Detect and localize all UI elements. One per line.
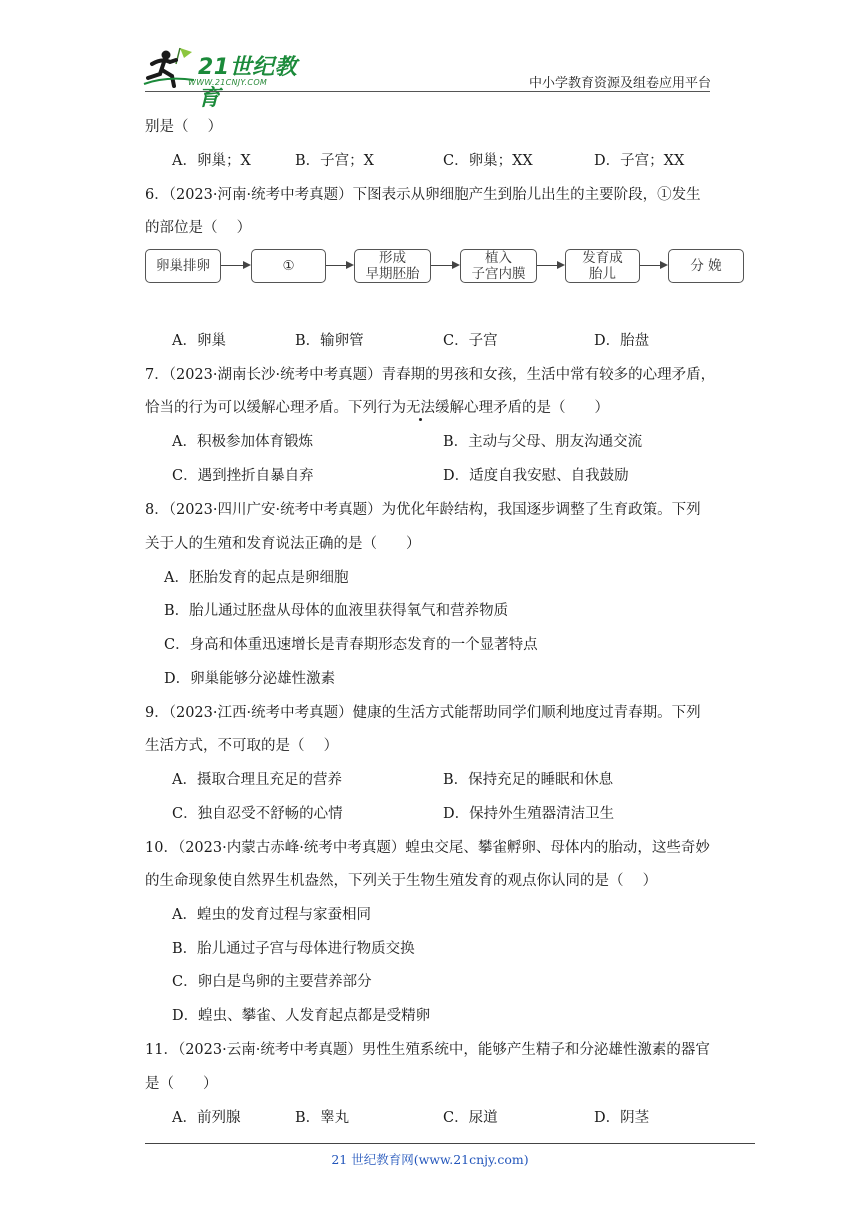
q5-option-b[interactable]: B．子宫；X bbox=[295, 153, 374, 169]
q11-stem-line2: 是（ ） bbox=[145, 1076, 218, 1092]
flow-box-implantation: 植入 子宫内膜 bbox=[460, 249, 537, 283]
flow-arrow-5 bbox=[640, 265, 666, 266]
q7-stem-line1: 7．（2023·湖南长沙·统考中考真题）青春期的男孩和女孩，生活中常有较多的心理矛盾， bbox=[145, 367, 716, 383]
flow-arrow-1 bbox=[221, 265, 249, 266]
q9-option-b[interactable]: B．保持充足的睡眠和休息 bbox=[443, 772, 614, 788]
q11-option-b[interactable]: B．睾丸 bbox=[295, 1110, 350, 1126]
q11-option-c[interactable]: C．尿道 bbox=[443, 1110, 498, 1126]
q6-option-b[interactable]: B．输卵管 bbox=[295, 333, 364, 349]
q5-option-c[interactable]: C．卵巢；XX bbox=[443, 153, 533, 169]
flow-box-early-embryo: 形成 早期胚胎 bbox=[354, 249, 431, 283]
q11-option-d[interactable]: D．阴茎 bbox=[594, 1110, 650, 1126]
q8-stem-line1: 8．（2023·四川广安·统考中考真题）为优化年龄结构，我国逐步调整了生育政策。下列 bbox=[145, 502, 701, 518]
q6-stem-line1: 6．（2023·河南·统考中考真题）下图表示从卵细胞产生到胎儿出生的主要阶段，①发生 bbox=[145, 187, 701, 203]
flow-arrow-2 bbox=[326, 265, 352, 266]
q6-option-c[interactable]: C．子宫 bbox=[443, 333, 498, 349]
q8-option-b[interactable]: B．胎儿通过胚盘从母体的血液里获得氧气和营养物质 bbox=[164, 603, 509, 619]
q9-stem-line2: 生活方式，不可取的是（ ） bbox=[145, 738, 339, 754]
q6-option-a[interactable]: A．卵巢 bbox=[172, 333, 226, 349]
emphasis-wufa: 无法 bbox=[406, 400, 435, 416]
logo-url: WWW.21CNJY.COM bbox=[188, 78, 268, 87]
flow-box-fetus: 发育成 胎儿 bbox=[565, 249, 640, 283]
q6-option-d[interactable]: D．胎盘 bbox=[594, 333, 650, 349]
q9-stem-line1: 9．（2023·江西·统考中考真题）健康的生活方式能帮助同学们顺利地度过青春期。下列 bbox=[145, 705, 701, 721]
q10-option-b[interactable]: B．胎儿通过子宫与母体进行物质交换 bbox=[172, 941, 415, 957]
q10-option-d[interactable]: D．蝗虫、攀雀、人发育起点都是受精卵 bbox=[172, 1008, 431, 1024]
q8-option-c[interactable]: C．身高和体重迅速增长是青春期形态发育的一个显著特点 bbox=[164, 637, 538, 653]
q5-option-a[interactable]: A．卵巢；X bbox=[172, 153, 251, 169]
q10-option-c[interactable]: C．卵白是鸟卵的主要营养部分 bbox=[172, 974, 372, 990]
q11-option-a[interactable]: A．前列腺 bbox=[172, 1110, 241, 1126]
footer-link[interactable]: 21 世纪教育网(www.21cnjy.com) bbox=[331, 1152, 529, 1167]
q9-option-a[interactable]: A．摄取合理且充足的营养 bbox=[172, 772, 342, 788]
flow-box-blank: ① bbox=[251, 249, 326, 283]
q8-option-a[interactable]: A．胚胎发育的起点是卵细胞 bbox=[164, 570, 349, 586]
q7-option-d[interactable]: D．适度自我安慰、自我鼓励 bbox=[443, 468, 629, 484]
header-rule bbox=[145, 91, 710, 92]
q11-stem-line1: 11．（2023·云南·统考中考真题）男性生殖系统中，能够产生精子和分泌雄性激素的器官 bbox=[145, 1042, 710, 1058]
q10-option-a[interactable]: A．蝗虫的发育过程与家蚕相同 bbox=[172, 907, 371, 923]
q7-option-b[interactable]: B．主动与父母、朋友沟通交流 bbox=[443, 434, 643, 450]
flow-arrow-3 bbox=[431, 265, 458, 266]
q10-stem-line2: 的生命现象使自然界生机盎然，下列关于生物生殖发育的观点你认同的是（ ） bbox=[145, 873, 658, 889]
header-platform-text: 中小学教育资源及组卷应用平台 bbox=[529, 76, 712, 91]
site-logo[interactable] bbox=[140, 44, 310, 111]
q8-stem-line2: 关于人的生殖和发育说法正确的是（ ） bbox=[145, 536, 421, 552]
q5-tail: 别是（ ） bbox=[145, 119, 223, 135]
q9-option-c[interactable]: C．独自忍受不舒畅的心情 bbox=[172, 806, 343, 822]
flow-arrow-4 bbox=[537, 265, 563, 266]
footer-rule bbox=[145, 1143, 755, 1144]
flow-box-ovulation: 卵巢排卵 bbox=[145, 249, 221, 283]
q7-stem-line2: 恰当的行为可以缓解心理矛盾。下列行为无法缓解心理矛盾的是（ ） bbox=[145, 400, 609, 416]
flow-box-delivery: 分 娩 bbox=[668, 249, 744, 283]
q7-option-a[interactable]: A．积极参加体育锻炼 bbox=[172, 434, 313, 450]
q9-option-d[interactable]: D．保持外生殖器清洁卫生 bbox=[443, 806, 615, 822]
q8-option-d[interactable]: D．卵巢能够分泌雄性激素 bbox=[164, 671, 336, 687]
q10-stem-line1: 10．（2023·内蒙古赤峰·统考中考真题）蝗虫交尾、攀雀孵卵、母体内的胎动，这些奇妙 bbox=[145, 840, 710, 856]
q5-option-d[interactable]: D．子宫；XX bbox=[594, 153, 685, 169]
q7-option-c[interactable]: C．遇到挫折自暴自弃 bbox=[172, 468, 314, 484]
q6-stem-line2: 的部位是（ ） bbox=[145, 220, 252, 236]
logo-text: 21世纪教育 bbox=[198, 55, 298, 111]
